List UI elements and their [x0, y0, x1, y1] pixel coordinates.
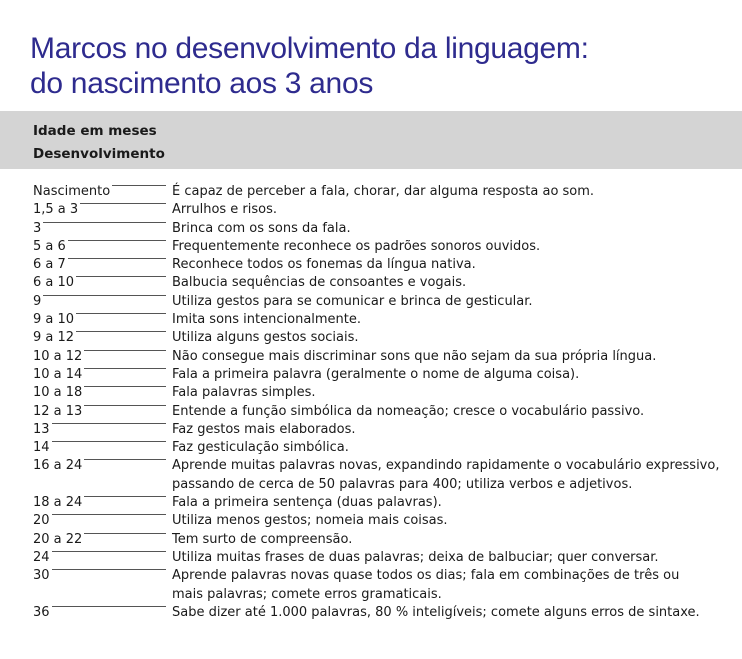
development-cell: Sabe dizer até 1.000 palavras, 80 % inteligíveis; comete alguns erros de sintaxe.: [172, 604, 700, 620]
table-row: [0, 439, 742, 457]
age-cell: 24: [33, 549, 52, 567]
leader-line: [34, 514, 166, 515]
table-row: [0, 366, 742, 384]
table-row: [0, 274, 742, 292]
age-cell: 9: [33, 293, 43, 311]
development-cell: Reconhece todos os fonemas da língua nativa.: [172, 257, 476, 273]
table-row: [0, 329, 742, 347]
development-cell: Brinca com os sons da fala.: [172, 220, 351, 236]
table-row: [0, 604, 742, 622]
column-header-age: Idade em meses: [33, 123, 157, 139]
leader-line: [34, 423, 166, 424]
table-row: [0, 531, 742, 549]
age-cell: 10 a 14: [33, 366, 84, 384]
development-cell: Não consegue mais discriminar sons que não sejam da sua própria língua.: [172, 348, 657, 364]
table-row: [0, 256, 742, 274]
development-cell: Aprende muitas palavras novas, expandindo rapidamente o vocabulário expressivo, passando de cerca de 50 palavras para 400; utiliza verbos e adjetivos.: [172, 458, 720, 492]
table-row: [0, 512, 742, 530]
age-cell: 9 a 10: [33, 311, 76, 329]
age-cell: 30: [33, 567, 52, 585]
age-cell: 10 a 12: [33, 348, 84, 366]
age-cell: 36: [33, 604, 52, 622]
column-header-development: Desenvolvimento: [33, 146, 165, 162]
age-cell: 13: [33, 421, 52, 439]
table-row: [0, 549, 742, 567]
age-cell: 20: [33, 512, 52, 530]
development-cell: É capaz de perceber a fala, chorar, dar alguma resposta ao som.: [172, 184, 595, 199]
age-cell: 14: [33, 439, 52, 457]
age-cell: 20 a 22: [33, 531, 84, 549]
age-cell: 10 a 18: [33, 384, 84, 402]
age-cell: 5 a 6: [33, 238, 68, 256]
development-cell: Frequentemente reconhece os padrões sonoros ouvidos.: [172, 238, 541, 254]
table-row: [0, 384, 742, 402]
table-row: [0, 238, 742, 256]
development-cell: Faz gesticulação simbólica.: [172, 440, 349, 456]
development-cell: Balbucia sequências de consoantes e vogais.: [172, 275, 467, 291]
development-cell: Imita sons intencionalmente.: [172, 312, 362, 328]
development-cell: Fala a primeira palavra (geralmente o nome de alguma coisa).: [172, 366, 580, 382]
table-row: [0, 220, 742, 238]
leader-line: [34, 295, 166, 296]
age-cell: 1,5 a 3: [33, 201, 80, 219]
milestones-list: [0, 183, 742, 622]
development-cell: Utiliza muitas frases de duas palavras; deixa de balbuciar; quer conversar.: [172, 549, 659, 565]
age-cell: Nascimento: [33, 183, 112, 201]
age-cell: 12 a 13: [33, 403, 84, 421]
age-cell: 6 a 7: [33, 256, 68, 274]
development-cell: Fala a primeira sentença (duas palavras).: [172, 495, 442, 511]
table-row: [0, 403, 742, 421]
development-cell: Entende a função simbólica da nomeação; cresce o vocabulário passivo.: [172, 403, 645, 419]
development-cell: Arrulhos e risos.: [172, 202, 278, 218]
age-cell: 16 a 24: [33, 457, 84, 475]
table-row: [0, 201, 742, 219]
leader-line: [34, 222, 166, 223]
development-cell: Faz gestos mais elaborados.: [172, 421, 356, 437]
age-cell: 3: [33, 220, 43, 238]
leader-line: [34, 441, 166, 442]
development-cell: Utiliza gestos para se comunicar e brinca de gesticular.: [172, 293, 533, 309]
development-cell: Utiliza alguns gestos sociais.: [172, 330, 359, 346]
page-title: [30, 31, 589, 101]
table-row: [0, 494, 742, 512]
age-cell: 6 a 10: [33, 274, 76, 292]
leader-line: [34, 569, 166, 570]
table-row: [0, 183, 742, 201]
age-cell: 18 a 24: [33, 494, 84, 512]
development-cell: Tem surto de compreensão.: [172, 531, 353, 547]
title-line-1: Marcos no desenvolvimento da linguagem:: [30, 32, 589, 65]
table-row: [0, 293, 742, 311]
development-cell: Fala palavras simples.: [172, 385, 316, 401]
title-line-2: do nascimento aos 3 anos: [30, 67, 374, 100]
table-row: [0, 311, 742, 329]
leader-line: [34, 551, 166, 552]
age-cell: 9 a 12: [33, 329, 76, 347]
table-header: [0, 111, 742, 169]
table-row: [0, 457, 742, 494]
development-cell: Utiliza menos gestos; nomeia mais coisas.: [172, 513, 448, 529]
leader-line: [34, 606, 166, 607]
development-cell: Aprende palavras novas quase todos os dias; fala em combinações de três ou mais palavras; comete erros gramaticais.: [172, 568, 680, 602]
table-row: [0, 421, 742, 439]
table-row: [0, 348, 742, 366]
table-row: [0, 567, 742, 604]
